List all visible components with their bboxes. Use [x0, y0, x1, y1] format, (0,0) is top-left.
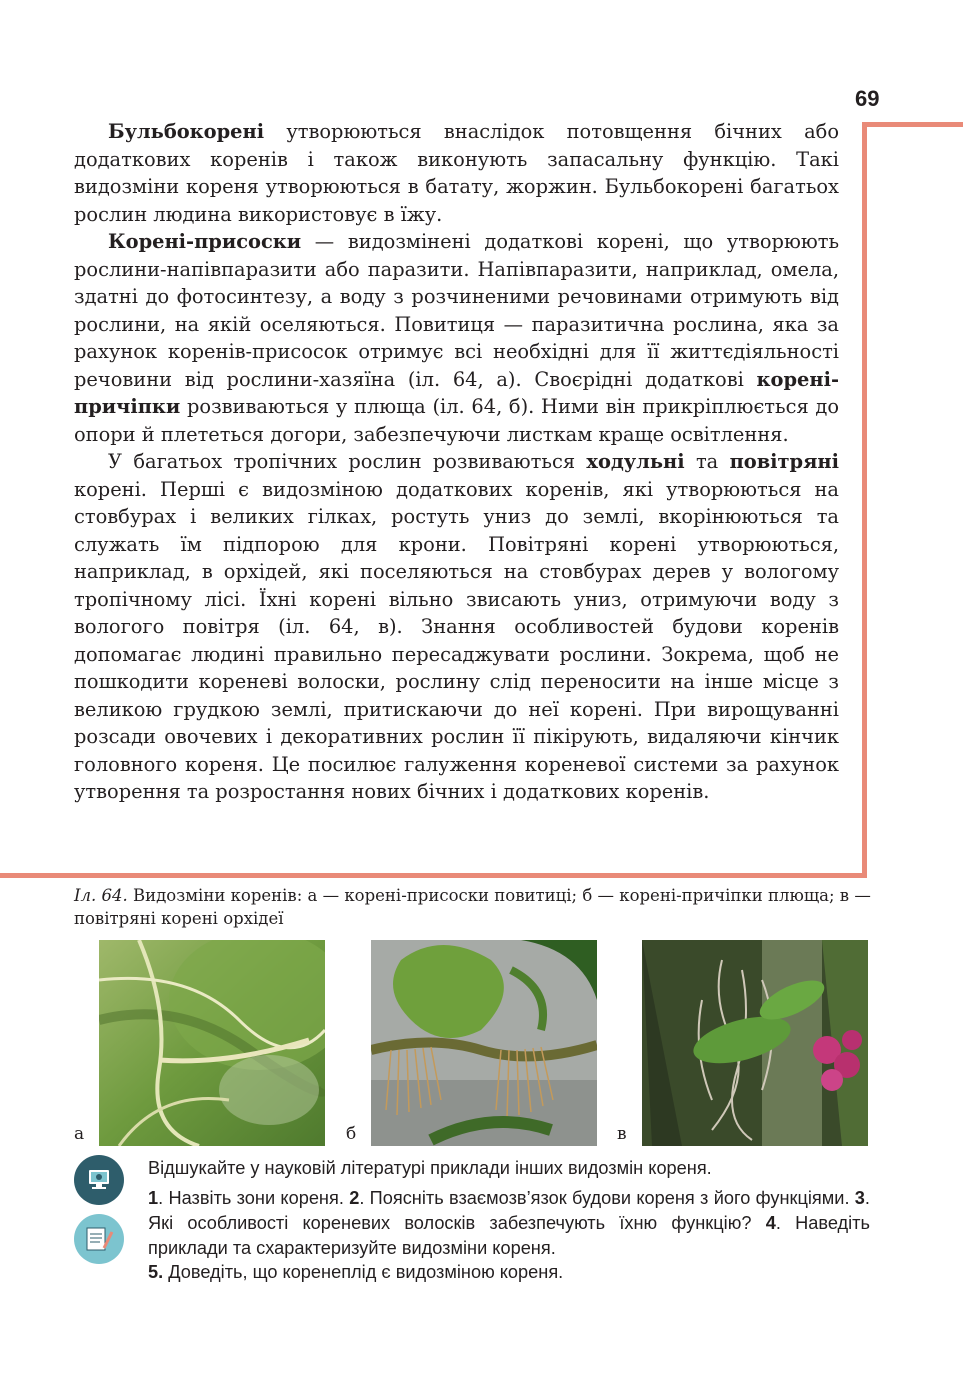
question-text: Доведіть, що коренеплід є видозміною кореня.	[163, 1262, 564, 1283]
orchid-aerial-roots-photo	[642, 940, 868, 1146]
paragraph-text: та	[684, 450, 730, 473]
paragraph-aerial-roots	[74, 448, 839, 806]
figure-caption	[74, 884, 874, 930]
paragraph-text: корені. Перші є видозміною додаткових коренів, які утворюються на стовбурах і великих гілках, ростуть униз до землі, вкорінюються та служать їм підпорою для крони. Повітряні корені утворюються, наприклад, в орхідей, які поселяються на стовбурах дерев у вологому тропічному лісі. Їхні корені вільно звисають униз, отримуючи воду з вологого повітря (іл. 64, в). Знання особливостей будови коренів допомагає людині правильно пересаджувати рослини. Зокрема, щоб не пошкодити кореневі волоски, рослину слід переносити на інше місце з великою грудкою землі, притискаючи до неї корені. При вирощуванні розсади овочевих і декоративних рослин її пікірують, видаляючи кінчик головного кореня. Це посилює галуження кореневої системи за рахунок утворення та розростання нових бічних і додаткових коренів.	[74, 477, 839, 803]
question-text: . Наведіть приклади та схарактеризуйте видозміни кореня.	[148, 1212, 870, 1258]
questions	[148, 1186, 870, 1285]
question-number: 4	[765, 1212, 776, 1233]
dodder-suckers-photo	[99, 940, 325, 1146]
accent-border-top	[862, 122, 963, 127]
photo-label-b: б	[346, 1124, 357, 1144]
question-number: 3	[854, 1188, 865, 1208]
caption-label: Іл. 64.	[74, 886, 128, 905]
term-clinging-roots: корені-причіпки	[74, 367, 839, 418]
caption-text: Видозміни коренів: а — корені-присоски повитиці; б — корені-причіпки плюща; в — повітряні корені орхідеї	[74, 886, 871, 928]
question-text: . Поясніть взаємозв’язок будови кореня з його функціями.	[359, 1188, 855, 1208]
question-number: 1	[148, 1188, 159, 1208]
question-number: 2	[349, 1188, 360, 1208]
ivy-clinging-roots-photo	[371, 940, 597, 1146]
photo-label-c: в	[617, 1124, 627, 1144]
photo-label-a: а	[74, 1124, 85, 1144]
paragraph-text: — видозмінені додаткові корені, що утворюють рослини-напівпаразити або паразити. Напівпаразити, наприклад, омела, здатні до фотосинтезу, а воду з розчиненими речовинами отримують від рослини, на якій оселяються. Повитиця — паразитична рослина, яка за рахунок коренів-присосок отримує всі необхідні для її життєдіяльності речовини від рослини-хазяїна (іл. 64, а). Своєрідні додаткові	[74, 230, 839, 391]
computer-globe-icon	[74, 1155, 124, 1205]
paragraph-text: розвиваються у плюща (іл. 64, б). Ними він прикріплюється до опори й плететься догори, забезпечуючи листкам краще освітлення.	[74, 395, 839, 446]
paragraph-text: утворюються внаслідок потовщення бічних або додаткових коренів і також виконують запасальну функцію. Такі видозміни кореня утворюються в батату, жоржин. Бульбокорені багатьох рослин людина використовує в їжу.	[74, 120, 839, 226]
accent-border-bottom	[0, 873, 867, 878]
question-number: 5.	[148, 1262, 164, 1283]
page-number: 69	[855, 86, 880, 111]
research-task: Відшукайте у науковій літературі приклади інших видозмін кореня.	[148, 1158, 712, 1178]
notebook-pen-icon	[74, 1214, 124, 1264]
paragraph-text: У багатьох тропічних рослин розвиваються	[108, 450, 587, 473]
main-text	[74, 118, 839, 806]
term-sucker-roots: Корені-присоски	[108, 230, 302, 253]
paragraph-tuberous-roots	[74, 118, 839, 228]
term-tuberous-roots: Бульбокорені	[108, 120, 265, 143]
term-aerial-roots: повітряні	[729, 450, 839, 473]
question-text: . Які особливості кореневих волосків забезпечують їхню функцію?	[148, 1188, 870, 1233]
term-stilt-roots: ходульні	[586, 450, 685, 473]
accent-border-right	[862, 122, 867, 878]
paragraph-sucker-roots	[74, 228, 839, 448]
question-text: . Назвіть зони кореня.	[158, 1188, 350, 1208]
